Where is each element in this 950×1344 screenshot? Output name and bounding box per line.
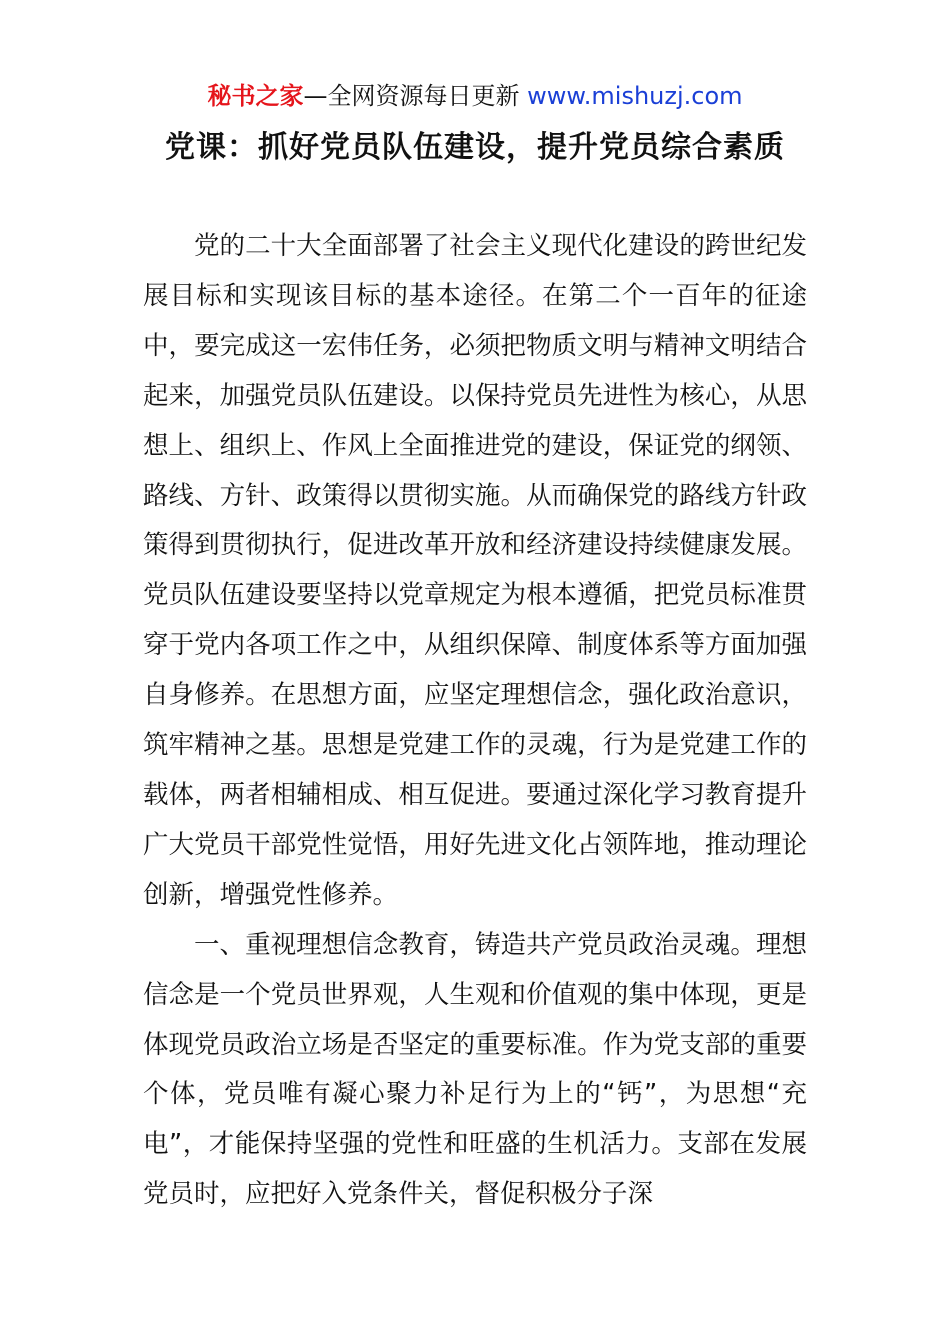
site-header (0, 78, 950, 114)
document-title: 党课：抓好党员队伍建设，提升党员综合素质 (165, 130, 785, 165)
brand-name: 秘书之家 (207, 82, 304, 110)
header-tagline: —全网资源每日更新 (303, 82, 520, 110)
paragraph: 党的二十大全面部署了社会主义现代化建设的跨世纪发展目标和实现该目标的基本途径。在第二个一百年的征途中，要完成这一宏伟任务，必须把物质文明与精神文明结合起来，加强党员队伍建设。以保持党员先进性为核心，从思想上、组织上、作风上全面推进党的建设，保证党的纲领、路线、方针、政策得以贯彻实施。从而确保党的路线方针政策得到贯彻执行，促进改革开放和经济建设持续健康发展。党员队伍建设要坚持以党章规定为根本遵循，把党员标准贯穿于党内各项工作之中，从组织保障、制度体系等方面加强自身修养。在思想方面，应坚定理想信念，强化政治意识，筑牢精神之基。思想是党建工作的灵魂，行为是党建工作的载体，两者相辅相成、相互促进。要通过深化学习教育提升广大党员干部党性觉悟，用好先进文化占领阵地，推动理论创新，增强党性修养。 (143, 231, 807, 910)
document-body (143, 222, 807, 1220)
paragraph: 一、重视理想信念教育，铸造共产党员政治灵魂。理想信念是一个党员世界观，人生观和价值观的集中体现，更是体现党员政治立场是否坚定的重要标准。作为党支部的重要个体，党员唯有凝心聚力补足行为上的“钙”，为思想“充电”，才能保持坚强的党性和旺盛的生机活力。支部在发展党员时，应把好入党条件关，督促积极分子深 (143, 929, 807, 1210)
site-url-link[interactable]: www.mishuzj.com (527, 82, 743, 110)
